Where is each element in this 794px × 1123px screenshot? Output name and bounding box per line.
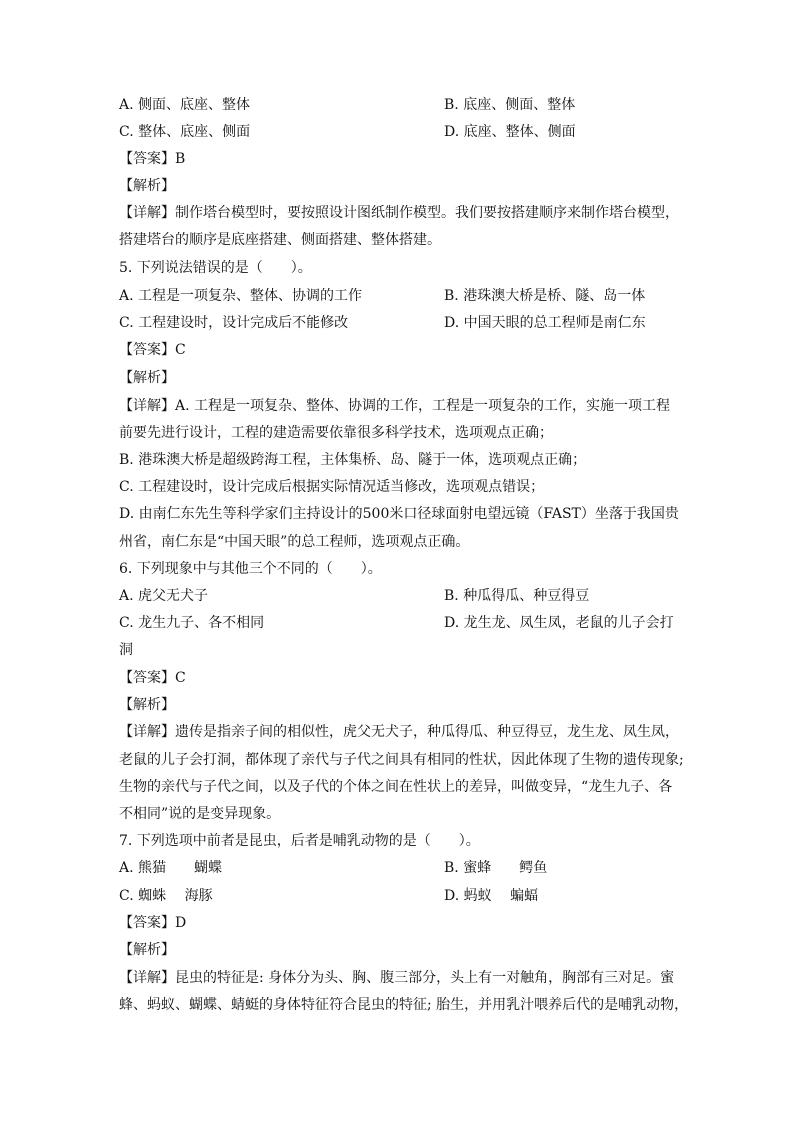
q7-analysis-heading: 【解析】	[119, 942, 175, 958]
q7-option-b: B. 蜜蜂 鳄鱼	[444, 860, 548, 876]
q4-detail-line-2: 搭建塔台的顺序是底座搭建、侧面搭建、整体搭建。	[119, 232, 441, 248]
q7-detail-line-2: 蜂、蚂蚁、蝴蝶、蜻蜓的身体特征符合昆虫的特征; 胎生，并用乳汁喂养后代的是哺乳动物，	[119, 997, 689, 1013]
q6-detail-line-1: 【详解】遗传是指亲子间的相似性，虎父无犬子，种瓜得瓜、种豆得豆，龙生龙、凤生凤，	[119, 724, 679, 740]
q6-option-d: D. 龙生龙、凤生凤，老鼠的儿子会打	[444, 615, 674, 631]
q6-detail-line-4: 不相同”说的是变异现象。	[119, 806, 281, 822]
q7-option-a: A. 熊猫 蝴蝶	[119, 860, 223, 876]
q4-option-c: C. 整体、底座、侧面	[119, 124, 251, 140]
q4-option-b: B. 底座、侧面、整体	[444, 97, 576, 113]
q5-option-a: A. 工程是一项复杂、整体、协调的工作	[119, 288, 363, 304]
q5-option-c: C. 工程建设时，设计完成后不能修改	[119, 315, 349, 331]
q5-detail-line-5: D. 由南仁东先生等科学家们主持设计的500米口径球面射电望远镜（FAST）坐落于我国贵	[119, 506, 679, 522]
q4-analysis-heading: 【解析】	[119, 178, 175, 194]
q6-detail-line-3: 生物的亲代与子代之间，以及子代的个体之间在性状上的差异，叫做变异，“龙生九子、各	[119, 779, 673, 795]
q7-option-d: D. 蚂蚁 蝙蝠	[444, 888, 539, 904]
q5-stem: 5. 下列说法错误的是（ ）。	[119, 260, 312, 276]
q5-detail-line-4: C. 工程建设时，设计完成后根据实际情况适当修改，选项观点错误；	[119, 479, 545, 495]
q4-option-a: A. 侧面、底座、整体	[119, 97, 251, 113]
q6-analysis-heading: 【解析】	[119, 697, 175, 713]
q6-option-d-continued: 洞	[119, 642, 133, 658]
q6-option-c: C. 龙生九子、各不相同	[119, 615, 265, 631]
q5-detail-line-3: B. 港珠澳大桥是超级跨海工程，主体集桥、岛、隧于一体，选项观点正确；	[119, 452, 587, 468]
q7-answer: 【答案】D	[119, 915, 187, 931]
q6-detail-line-2: 老鼠的儿子会打洞，都体现了亲代与子代之间具有相同的性状，因此体现了生物的遗传现象;	[119, 752, 684, 768]
q4-option-d: D. 底座、整体、侧面	[444, 124, 576, 140]
q5-detail-line-6: 州省，南仁东是“中国天眼”的总工程师，选项观点正确。	[119, 534, 470, 550]
q5-option-d: D. 中国天眼的总工程师是南仁东	[444, 315, 646, 331]
q6-stem: 6. 下列现象中与其他三个不同的（ ）。	[119, 561, 382, 577]
q5-analysis-heading: 【解析】	[119, 370, 175, 386]
q5-option-b: B. 港珠澳大桥是桥、隧、岛一体	[444, 288, 646, 304]
q6-answer: 【答案】C	[119, 670, 186, 686]
q6-option-a: A. 虎父无犬子	[119, 588, 209, 604]
q7-detail-line-1: 【详解】昆虫的特征是: 身体分为头、胸、腹三部分，头上有一对触角，胸部有三对足。蜜	[119, 970, 675, 986]
q5-detail-line-2: 前要先进行设计，工程的建造需要依靠很多科学技术，选项观点正确；	[119, 425, 553, 441]
q4-detail-line-1: 【详解】制作塔台模型时，要按照设计图纸制作模型。我们要按搭建顺序来制作塔台模型，	[119, 205, 679, 221]
q7-option-c: C. 蜘蛛 海豚	[119, 888, 213, 904]
q7-stem: 7. 下列选项中前者是昆虫，后者是哺乳动物的是（ ）。	[119, 833, 480, 849]
q5-detail-line-1: 【详解】A. 工程是一项复杂、整体、协调的工作，工程是一项复杂的工作，实施一项工程	[119, 398, 671, 414]
q6-option-b: B. 种瓜得瓜、种豆得豆	[444, 588, 590, 604]
q4-answer: 【答案】B	[119, 151, 186, 167]
q5-answer: 【答案】C	[119, 342, 186, 358]
